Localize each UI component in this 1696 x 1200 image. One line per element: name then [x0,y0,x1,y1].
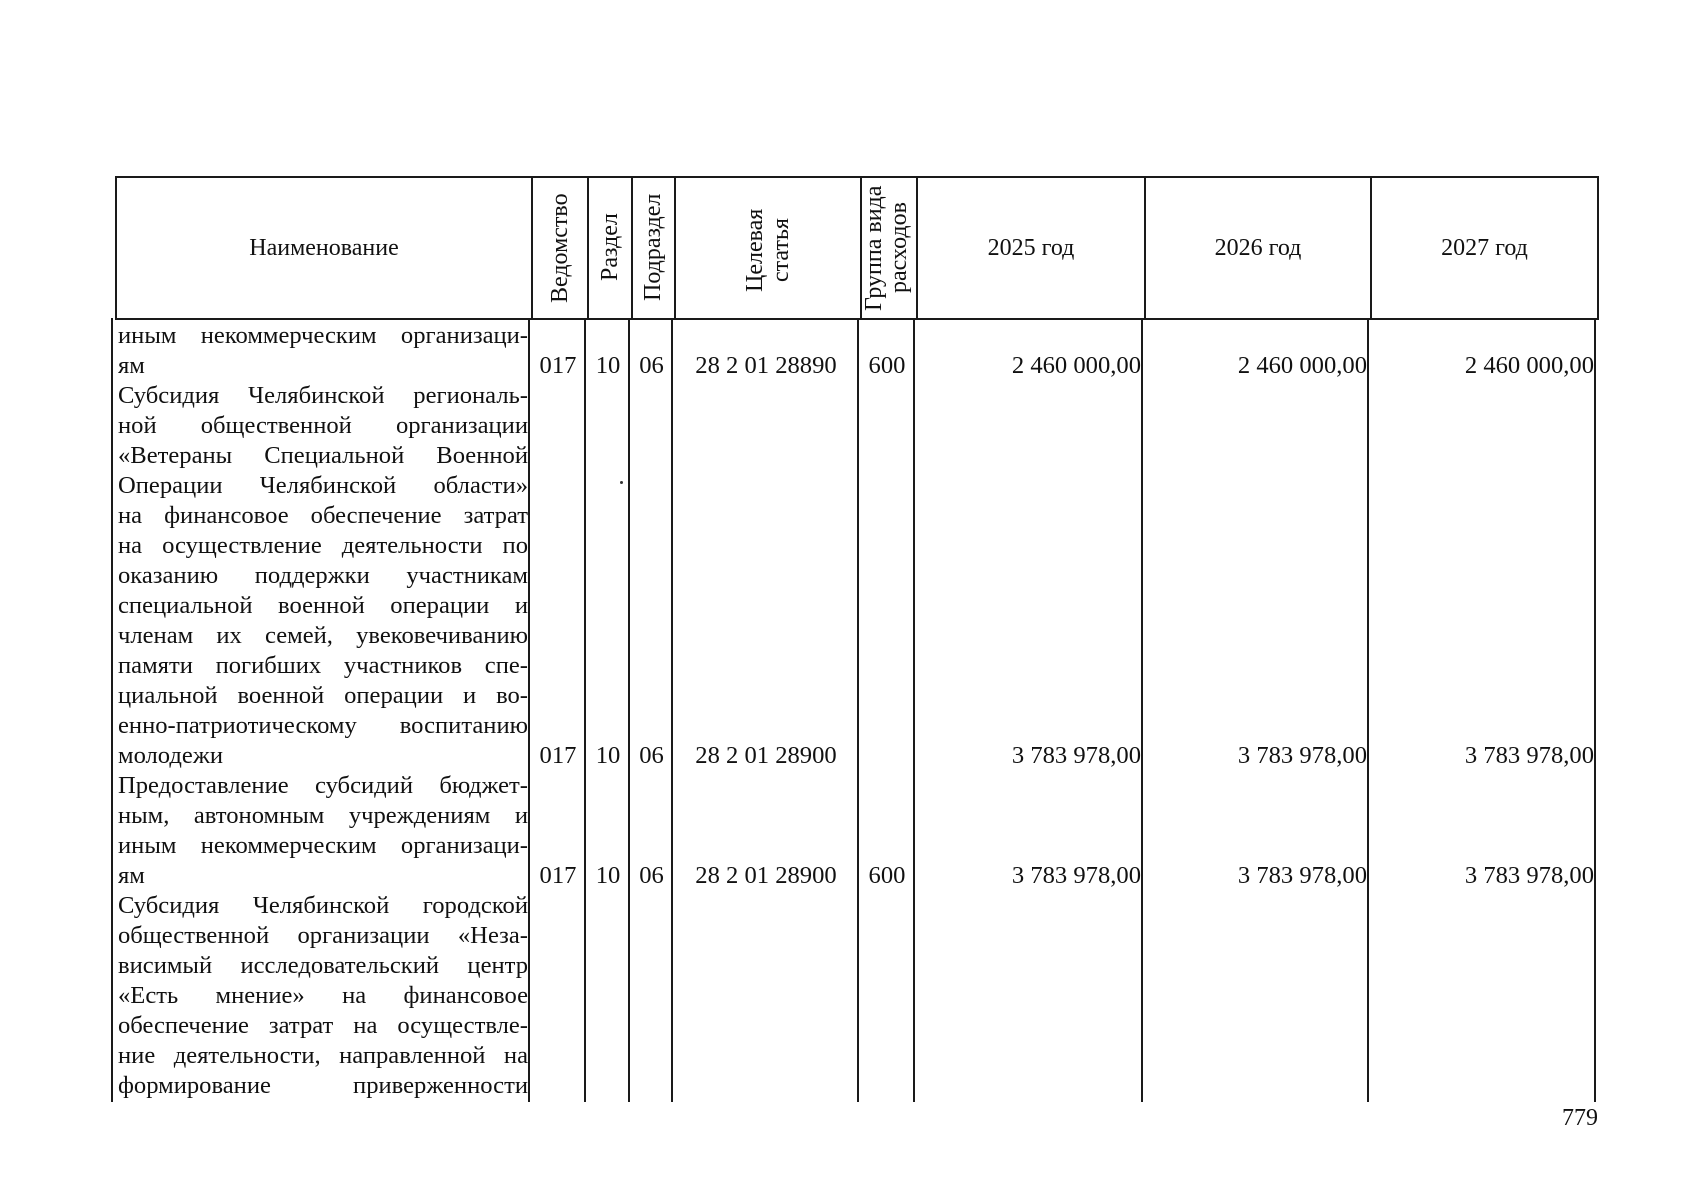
row3-y2026: 3 783 978,00 [1237,862,1367,889]
header-subsection: Подраздел [640,193,666,301]
row2-section: 10 [595,742,621,769]
row2-name-line4: Операции Челябинской области» [118,472,528,499]
row2-name-line11: циальной военной операции и во- [118,682,528,709]
col-border-1 [531,176,533,318]
header-expense-group [862,178,916,318]
row3-y2025: 3 783 978,00 [1011,862,1141,889]
row3-name-line2: ным, автономным учреждениям и [118,802,528,829]
row3-section: 10 [595,862,621,889]
header-year-2027: 2027 год [1441,234,1528,261]
col-border-1-body [528,318,530,1102]
row2-y2026: 3 783 978,00 [1237,742,1367,769]
col-border-6-body [913,318,915,1102]
row2-name-line2: ной общественной организации [118,412,528,439]
col-border-8-body [1367,318,1369,1102]
col-border-3-body [628,318,630,1102]
row4-name-line6: ние деятельности, направленной на [118,1042,528,1069]
row2-y2027: 3 783 978,00 [1464,742,1594,769]
row4-name-line7: формирование приверженности [118,1072,528,1099]
row4-name-line5: обеспечение затрат на осуществле- [118,1012,528,1039]
col-border-2 [587,176,589,318]
row4-name-line2: общественной организации «Неза- [118,922,528,949]
row1-y2026: 2 460 000,00 [1237,352,1367,379]
row2-subsection: 06 [639,742,664,769]
col-border-7-body [1141,318,1143,1102]
row2-name-line5: на финансовое обеспечение затрат [118,502,528,529]
row1-subsection: 06 [639,352,664,379]
page-number: 779 [1562,1105,1598,1131]
row2-name-line7: оказанию поддержки участникам [118,562,528,589]
header-name: Наименование [249,234,399,261]
row2-name-line12: енно-патриотическому воспитанию [118,712,528,739]
row1-target-article: 28 2 01 28890 [695,352,837,379]
row2-name-line13: молодежи [118,742,223,769]
row1-y2027: 2 460 000,00 [1464,352,1594,379]
col-border-5-body [857,318,859,1102]
header-target-article [742,202,796,298]
col-border-4 [674,176,676,318]
row3-subsection: 06 [639,862,664,889]
row4-name-line3: висимый исследовательский центр [118,952,528,979]
row2-name-line9: членам их семей, увековечиванию [118,622,528,649]
row3-name-line1: Предоставление субсидий бюджет- [118,772,528,799]
col-border-left-body [111,318,113,1102]
row4-name-line1: Субсидия Челябинской городской [118,892,528,919]
col-border-4-body [671,318,673,1102]
header-year-2025: 2025 год [987,234,1075,261]
col-border-2-body [584,318,586,1102]
row2-name-line3: «Ветераны Специальной Военной [118,442,528,469]
row3-name-line4: ям [118,862,145,889]
row2-target-article: 28 2 01 28900 [695,742,837,769]
row1-department: 017 [539,352,577,379]
row2-y2025: 3 783 978,00 [1011,742,1141,769]
row2-name-line6: на осуществление деятельности по [118,532,528,559]
row2-name-line10: памяти погибших участников спе- [118,652,528,679]
row2-name-line8: специальной военной операции и [118,592,528,619]
row1-name-line1: иным некоммерческим организаци- [118,322,528,349]
row3-expense-group: 600 [868,862,906,889]
row1-y2025: 2 460 000,00 [1011,352,1141,379]
header-section: Раздел [597,213,623,281]
row1-expense-group: 600 [868,352,906,379]
header-target-article-text: Целевая статья [742,208,794,292]
row2-name-line1: Субсидия Челябинской региональ- [118,382,528,409]
header-expense-group-text: Группа вида расходов [861,185,912,311]
row3-target-article: 28 2 01 28900 [695,862,837,889]
row4-name-line4: «Есть мнение» на финансовое [118,982,528,1009]
col-border-3 [631,176,633,318]
row1-section: 10 [595,352,621,379]
row3-name-line3: иным некоммерческим организаци- [118,832,528,859]
col-border-right [1597,176,1599,318]
header-year-2026: 2026 год [1214,234,1302,261]
col-border-right-body [1594,318,1596,1102]
row3-y2027: 3 783 978,00 [1464,862,1594,889]
row1-name-line2: ям [118,352,145,379]
header-department: Ведомство [547,193,573,303]
name-column [118,321,528,1101]
row3-department: 017 [539,862,577,889]
scan-speck [620,481,623,484]
row2-department: 017 [539,742,577,769]
